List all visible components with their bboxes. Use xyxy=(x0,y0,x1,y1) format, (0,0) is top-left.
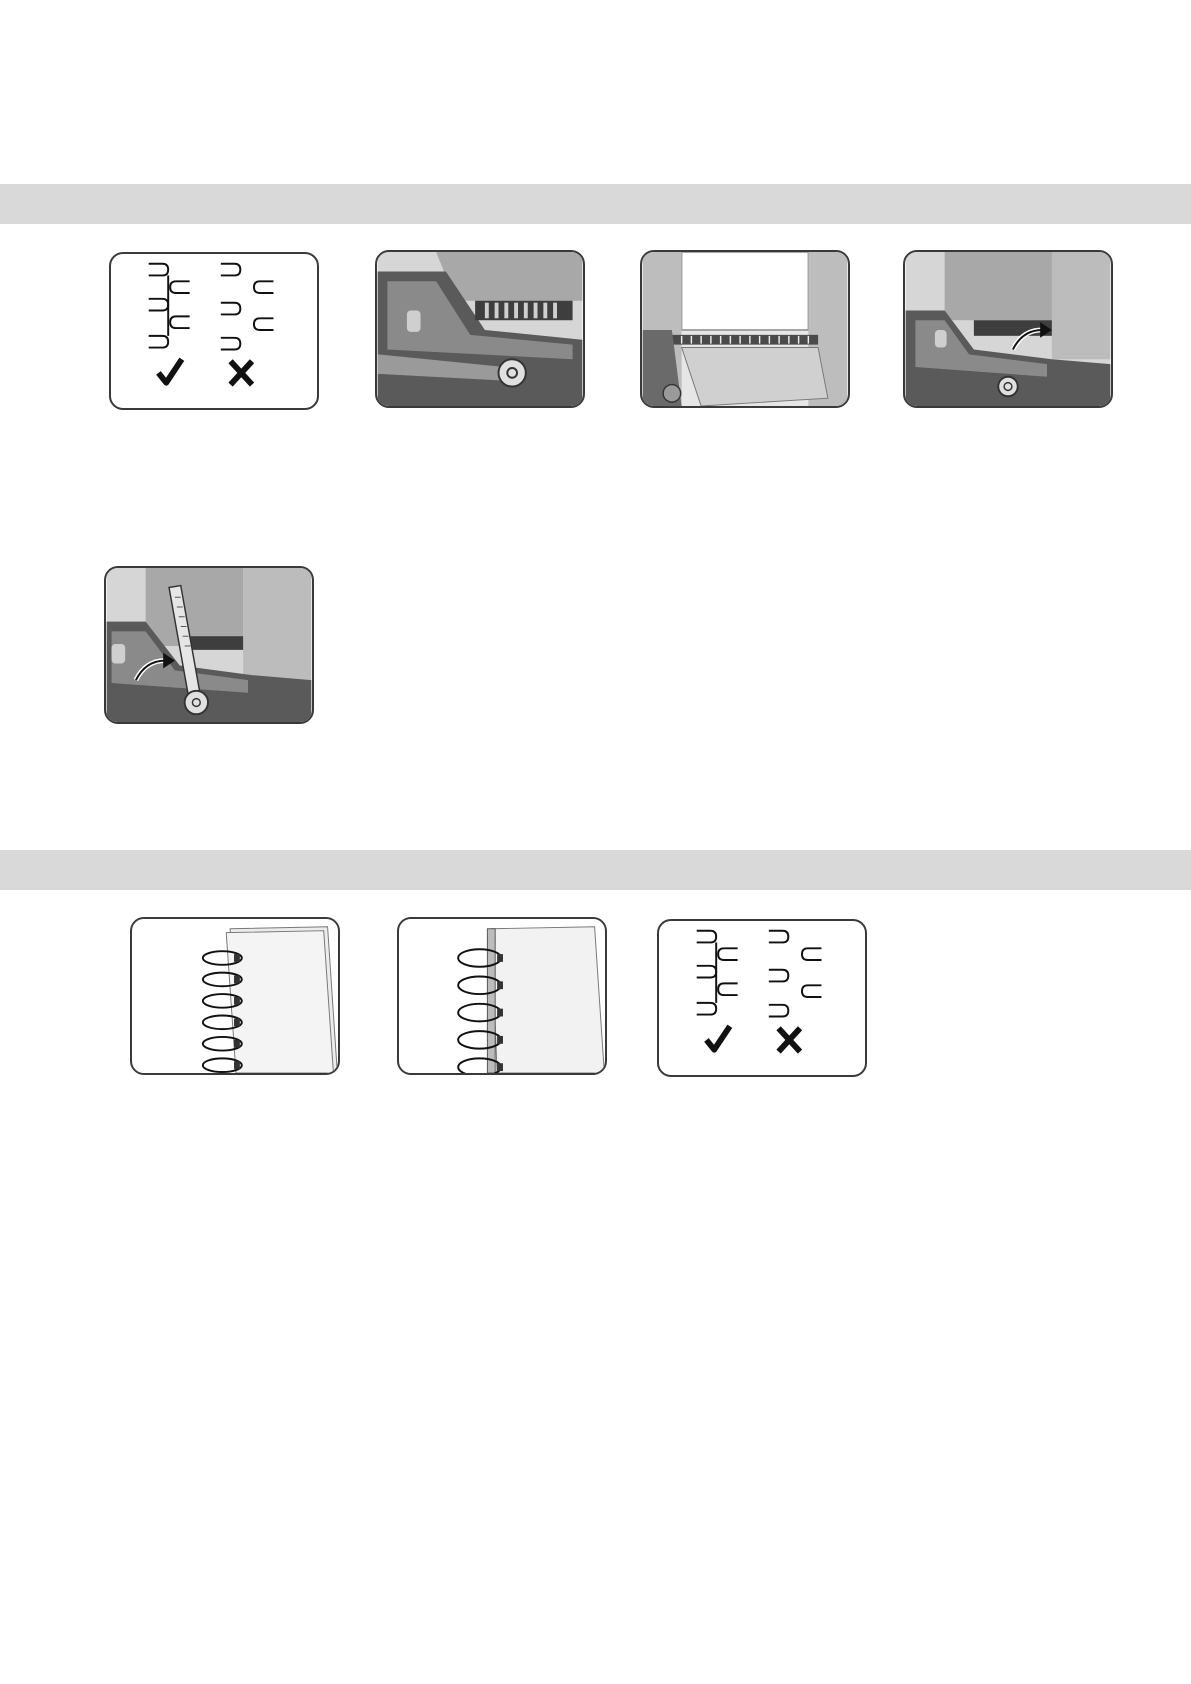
figure-coil-closed xyxy=(397,917,607,1075)
binding-machine-rotate-icon xyxy=(905,252,1111,406)
figure-coil-open xyxy=(130,917,340,1075)
binding-machine-lever-icon xyxy=(377,252,583,406)
section-header-band xyxy=(0,850,1191,890)
figure-machine-paper xyxy=(640,250,850,408)
spine-alignment-icon xyxy=(111,254,317,408)
cross-icon xyxy=(231,361,252,384)
figure-machine-rotate xyxy=(903,250,1113,408)
figure-spine-alignment xyxy=(657,919,867,1077)
cross-icon xyxy=(779,1028,800,1051)
coil-binding-closed-icon xyxy=(399,919,605,1073)
binding-machine-paper-icon xyxy=(642,252,848,406)
spine-alignment-icon xyxy=(659,921,865,1075)
figure-machine-lever xyxy=(375,250,585,408)
check-icon xyxy=(158,359,181,382)
coil-binding-open-icon xyxy=(132,919,338,1073)
check-icon xyxy=(706,1026,729,1049)
figure-spine-alignment xyxy=(109,252,319,410)
section-header-band xyxy=(0,184,1191,224)
figure-machine-handle xyxy=(104,566,314,724)
binding-machine-handle-icon xyxy=(106,568,312,722)
